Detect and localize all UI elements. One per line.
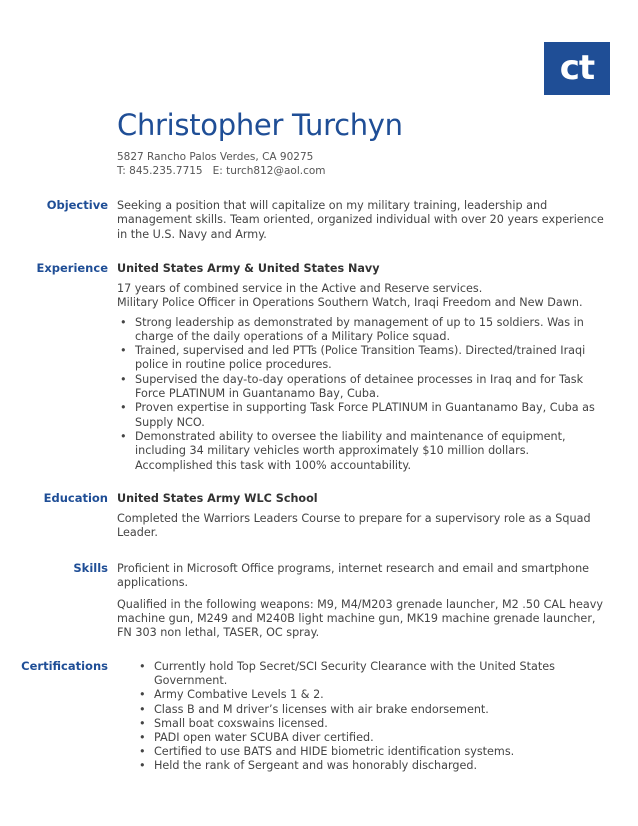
experience-heading: United States Army & United States Navy: [117, 262, 380, 275]
skills-weapons-text: Qualified in the following weapons: M9, M4/M203 grenade launcher, M2 .50 CAL heavy machine gun, M249 and M240B light machine gun, MK19 machine grenade launcher, FN 303 non lethal, TASER, OC spray.: [117, 597, 603, 640]
bullet-icon: •: [139, 688, 146, 702]
bullet-icon: •: [120, 372, 127, 386]
list-item: [136, 717, 576, 731]
bullet-text: Certified to use BATS and HIDE biometric identification systems.: [154, 745, 515, 759]
section-label-experience: Experience: [36, 261, 108, 275]
education-text: Completed the Warriors Leaders Course to prepare for a supervisory role as a Squad Leader.: [117, 512, 591, 540]
bullet-text: Held the rank of Sergeant and was honorably discharged.: [154, 759, 478, 773]
bullet-text: Supervised the day-to-day operations of detainee processes in Iraq and for Task Force PLATINUM in Guantanamo Bay, Cuba.: [135, 372, 584, 401]
bullet-icon: •: [139, 702, 146, 716]
bullet-icon: •: [139, 745, 146, 759]
bullet-text: Currently hold Top Secret/SCI Security Clearance with the United States Government.: [154, 660, 555, 688]
list-item: [117, 373, 607, 402]
certifications-section: [136, 660, 576, 774]
certifications-bullet-list: [136, 660, 576, 774]
objective-text: Seeking a position that will capitalize on my military training, leadership and management skills. Team oriented, organized individual with over 20 years experience in the U.S. Navy and Army.: [117, 199, 604, 241]
bullet-icon: •: [120, 344, 127, 358]
bullet-text: Army Combative Levels 1 & 2.: [154, 688, 324, 702]
section-label-skills: Skills: [73, 561, 108, 575]
bullet-text: Strong leadership as demonstrated by management of up to 15 soldiers. Was in charge of the daily operations of a Military Police squad.: [135, 315, 584, 343]
bullet-icon: •: [120, 315, 127, 329]
section-label-education: Education: [43, 491, 108, 505]
list-item: [136, 731, 576, 745]
education-section: [117, 491, 607, 541]
list-item: [136, 759, 576, 773]
list-item: [117, 316, 607, 345]
section-label-objective: Objective: [46, 198, 108, 212]
bullet-icon: •: [139, 660, 146, 673]
section-label-certifications: Certifications: [21, 659, 108, 673]
experience-summary-line: Military Police Officer in Operations Southern Watch, Iraqi Freedom and New Dawn.: [117, 296, 583, 310]
monogram-logo: ct: [544, 42, 610, 95]
bullet-icon: •: [139, 759, 146, 773]
bullet-text: Demonstrated ability to oversee the liability and maintenance of equipment, including 34 military vehicles worth approximately $10 million dollars. Accomplished this task with 100% accountability.: [135, 429, 566, 472]
skills-section: [117, 562, 607, 640]
list-item: [117, 430, 607, 473]
bullet-text: Trained, supervised and led PTTs (Police Transition Teams). Directed/trained Iraqi police in routine police procedures.: [135, 344, 586, 372]
experience-section: [117, 261, 607, 473]
bullet-icon: •: [120, 429, 127, 443]
bullet-text: Proven expertise in supporting Task Force PLATINUM in Guantanamo Bay, Cuba as Supply NCO.: [135, 401, 595, 429]
bullet-icon: •: [139, 716, 146, 730]
candidate-name: Christopher Turchyn: [117, 108, 403, 142]
list-item: [136, 688, 576, 702]
skills-text: Proficient in Microsoft Office programs, internet research and email and smartphone applications.: [117, 562, 590, 590]
experience-summary-line: 17 years of combined service in the Active and Reserve services.: [117, 282, 483, 295]
bullet-icon: •: [120, 401, 127, 415]
list-item: [136, 745, 576, 759]
bullet-text: Class B and M driver’s licenses with air brake endorsement.: [154, 702, 489, 716]
bullet-text: PADI open water SCUBA diver certified.: [154, 731, 374, 745]
objective-section: [117, 199, 607, 242]
contact-address: 5827 Rancho Palos Verdes, CA 90275: [117, 151, 314, 163]
education-heading: United States Army WLC School: [117, 492, 318, 505]
list-item: [117, 401, 607, 430]
list-item: [117, 344, 607, 373]
list-item: [136, 660, 576, 688]
list-item: [136, 703, 576, 717]
bullet-icon: •: [139, 731, 146, 745]
contact-phone-email: T: 845.235.7715 E: turch812@aol.com: [117, 165, 326, 177]
experience-bullet-list: [117, 316, 607, 473]
bullet-text: Small boat coxswains licensed.: [154, 716, 328, 730]
